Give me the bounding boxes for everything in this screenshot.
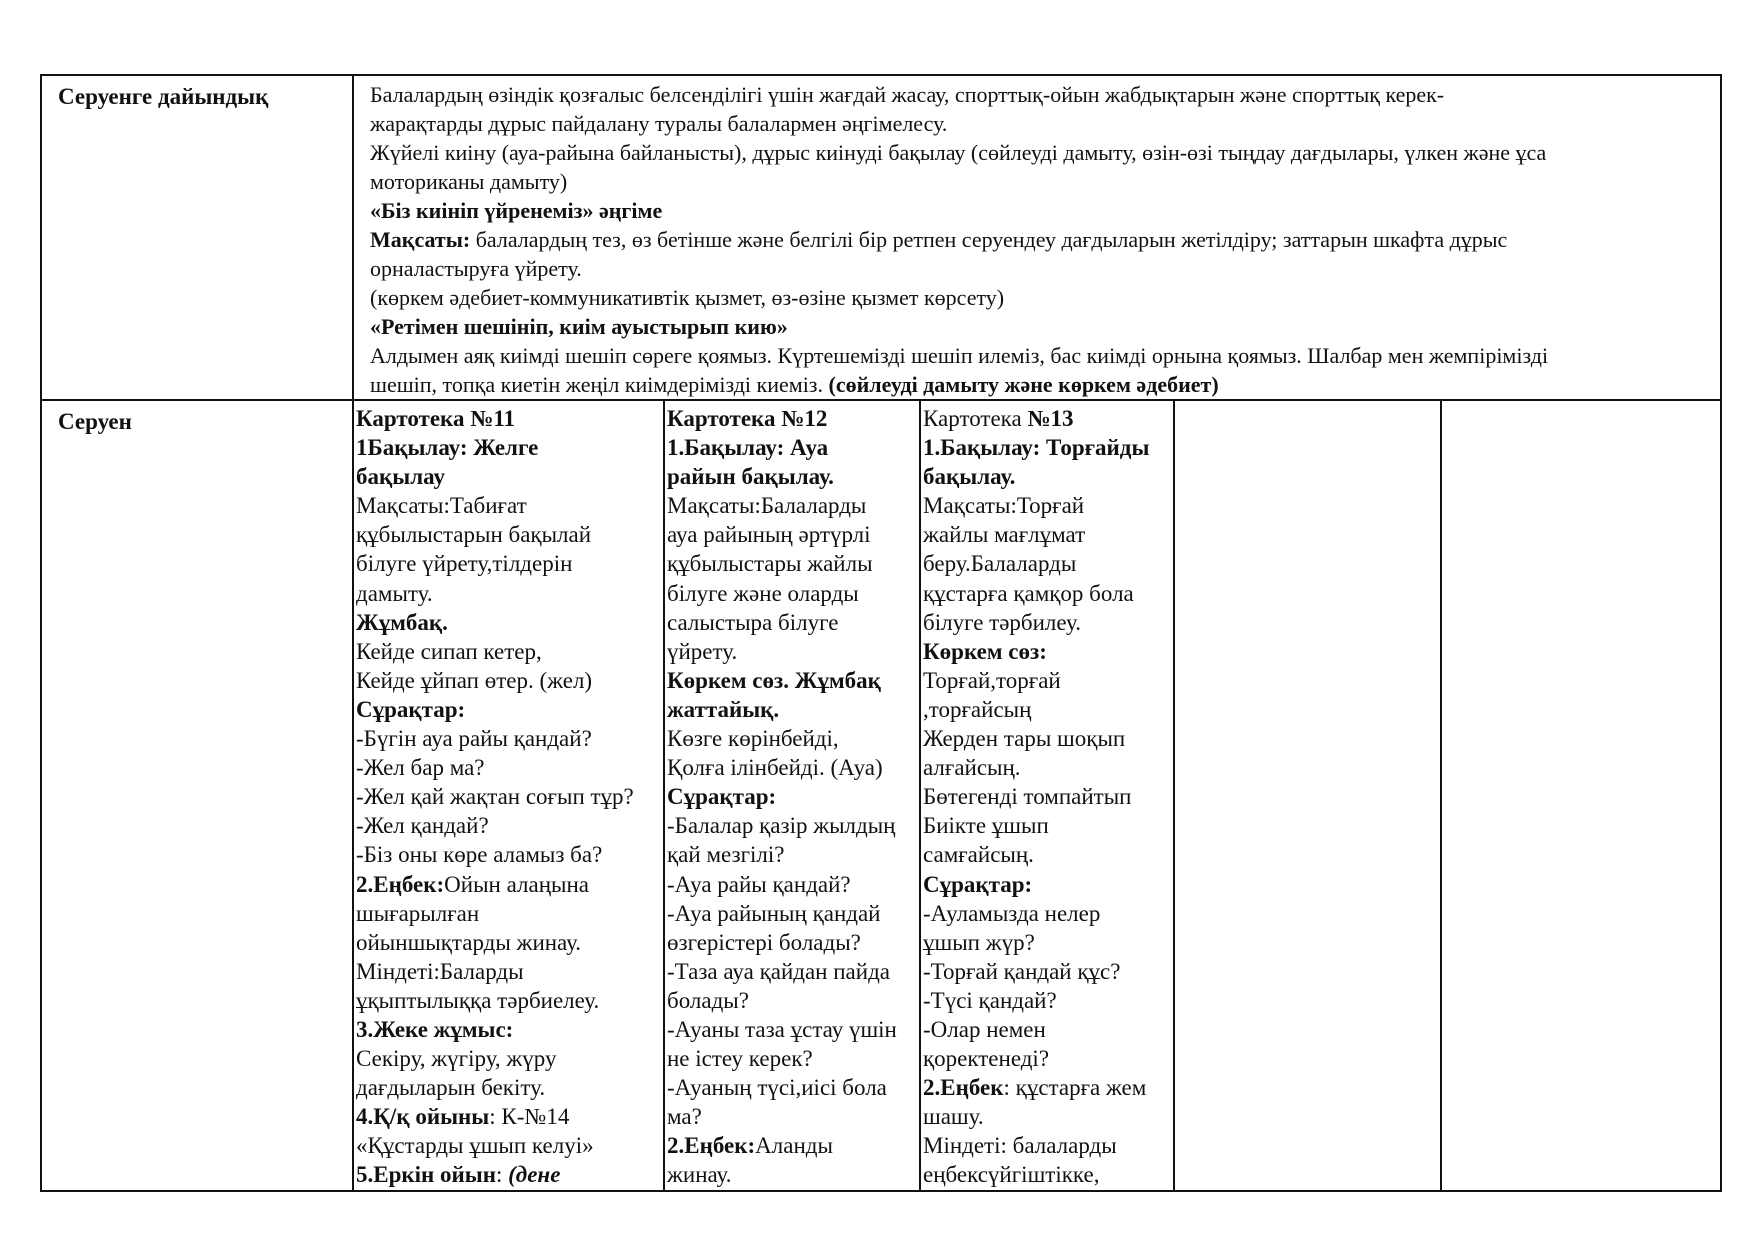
text-line [356, 1160, 663, 1189]
text-line [370, 283, 1720, 312]
text-line [356, 899, 663, 928]
text-run: : құстарға жем [1003, 1075, 1147, 1101]
text-run: ұшып жүр? [923, 929, 1035, 955]
text-run: ұқыптылыққа тәрбиелеу. [356, 987, 600, 1013]
text-line [667, 491, 919, 520]
text-line [356, 1015, 663, 1044]
text-line [667, 666, 919, 695]
bold-text-run: Жұмбақ. [356, 609, 448, 635]
bold-text-run: 5.Еркін ойын [356, 1162, 496, 1188]
bold-text-run: Мақсаты: [370, 227, 471, 252]
text-line [923, 782, 1173, 811]
text-run: Ойын алаңына [444, 871, 589, 897]
bold-text-run: Көркем сөз: [923, 638, 1047, 664]
text-line [923, 462, 1173, 491]
text-run: дамыту. [356, 580, 433, 606]
text-line [356, 637, 663, 666]
text-line [667, 840, 919, 869]
text-line [923, 986, 1173, 1015]
text-line [370, 225, 1720, 254]
text-run: Балалардың өзіндік қозғалыс белсенділігі үшін жағдай жасау, спорттық-ойын жабдықтарын және спорттық керек- [370, 82, 1445, 107]
text-run: -Біз оны көре аламыз ба? [356, 842, 603, 868]
text-line [370, 312, 1720, 341]
text-run: Алдымен аяқ киімді шешіп сөреге қоямыз. Күртешемізді шешіп илеміз, бас киімді орнына қоямыз. Шалбар мен жемпірімізді [370, 343, 1549, 368]
text-line [667, 1102, 919, 1131]
text-run: Мақсаты:Торғай [923, 493, 1085, 519]
text-run: -Торғай қандай құс? [923, 958, 1121, 984]
text-line [356, 840, 663, 869]
text-line [356, 957, 663, 986]
text-run: Қолға ілінбейді. (Ауа) [667, 755, 883, 781]
text-run: не істеу керек? [667, 1046, 813, 1072]
bold-text-run: 1.Бақылау: Торғайды [923, 435, 1150, 461]
text-run: Міндеті:Баларды [356, 958, 524, 984]
text-run: Міндеті: балаларды [923, 1133, 1117, 1159]
text-run: құстарға қамқор бола [923, 580, 1134, 606]
text-line [923, 491, 1173, 520]
card-11-cell [353, 400, 664, 1191]
text-line [667, 1131, 919, 1160]
text-run: ауа райының әртүрлі [667, 522, 871, 548]
bold-text-run: Картотека №12 [667, 406, 828, 431]
bold-text-run: 2.Еңбек: [356, 871, 445, 897]
text-line [356, 549, 663, 578]
text-line [356, 433, 663, 462]
text-run: алғайсың. [923, 755, 1021, 781]
card-12-cell [664, 400, 920, 1191]
text-line [356, 520, 663, 549]
text-line [667, 957, 919, 986]
text-line [370, 254, 1720, 283]
text-run: жайлы мағлұмат [923, 522, 1086, 548]
bold-text-run: 1Бақылау: Желге [356, 435, 539, 461]
walk-preparation-content [353, 75, 1721, 400]
text-run: -Ауаның түсі,иісі бола [667, 1075, 887, 1101]
row-label-cell [41, 75, 353, 400]
text-run: : К-№14 [489, 1104, 570, 1130]
text-line [370, 370, 1720, 399]
text-line [356, 1102, 663, 1131]
text-run: өзгерістері болады? [667, 929, 861, 955]
text-line [667, 1015, 919, 1044]
text-line [667, 462, 919, 491]
bold-text-run: бақылау. [923, 464, 1016, 490]
text-run: -Ауа райы қандай? [667, 871, 851, 897]
text-run: білуге тәрбилеу. [923, 609, 1081, 635]
text-run: Аланды [755, 1133, 833, 1159]
text-line [923, 666, 1173, 695]
text-run: беру.Балаларды [923, 551, 1077, 577]
text-line [356, 724, 663, 753]
bold-text-run: №13 [1027, 406, 1074, 431]
walk-label: Серуен [58, 409, 132, 434]
text-run: білуге және оларды [667, 580, 859, 606]
row-label-cell [41, 400, 353, 1191]
text-line [370, 80, 1720, 109]
text-line [923, 1044, 1173, 1073]
text-line [370, 341, 1720, 370]
bold-text-run: Көркем сөз. Жұмбақ [667, 667, 881, 693]
text-line [923, 1102, 1173, 1131]
text-run: жарақтарды дұрыс пайдалану туралы балалармен әңгімелесу. [370, 111, 948, 136]
text-run: құбылыстары жайлы [667, 551, 873, 577]
text-run: ,торғайсың [923, 696, 1032, 722]
text-line [356, 753, 663, 782]
text-line [667, 579, 919, 608]
text-run: Торғай,торғай [923, 667, 1061, 693]
text-line [923, 1073, 1173, 1102]
text-line [923, 1160, 1173, 1189]
bold-text-run: Сұрақтар: [923, 871, 1033, 897]
bold-text-run: «Ретімен шешініп, киім ауыстырып кию» [370, 314, 788, 339]
text-line [667, 811, 919, 840]
text-line [667, 899, 919, 928]
text-run: Мақсаты:Табиғат [356, 493, 527, 519]
text-line [667, 724, 919, 753]
bold-text-run: 2.Еңбек: [667, 1133, 756, 1159]
text-line [923, 870, 1173, 899]
text-run: Жерден тары шоқып [923, 726, 1126, 752]
text-run: Бөтегенді томпайтып [923, 784, 1132, 810]
text-line [923, 579, 1173, 608]
text-run: балалардың тез, өз бетінше және белгілі бір ретпен серуендеу дағдыларын жетілдіру; заттарын шкафта дұрыс [470, 227, 1508, 252]
text-run: Кейде сипап кетер, [356, 638, 542, 664]
text-run: еңбексүйгіштікке, [923, 1162, 1100, 1188]
text-run: -Түсі қандай? [923, 987, 1057, 1013]
text-line [667, 753, 919, 782]
text-run: үйрету. [667, 638, 738, 664]
text-line [923, 549, 1173, 578]
bold-text-run: 1.Бақылау: Ауа [667, 435, 829, 461]
text-line [356, 1131, 663, 1160]
text-line [667, 1073, 919, 1102]
text-line [667, 870, 919, 899]
text-line [667, 695, 919, 724]
text-line [923, 928, 1173, 957]
text-line [370, 138, 1720, 167]
text-line [356, 986, 663, 1015]
text-run: моториканы дамыту) [370, 169, 568, 194]
text-run: Көзге көрінбейді, [667, 726, 839, 752]
text-run: -Балалар қазір жылдың [667, 813, 896, 839]
text-run: білуге үйрету,тілдерін [356, 551, 573, 577]
text-run: салыстыра білуге [667, 609, 839, 635]
text-line [923, 753, 1173, 782]
text-run: «Құстарды ұшып келуі» [356, 1133, 594, 1159]
bold-text-run: Картотека №11 [356, 406, 516, 431]
bold-text-run: райын бақылау. [667, 464, 834, 490]
text-line [667, 1160, 919, 1189]
text-run: -Жел бар ма? [356, 755, 485, 781]
text-line [356, 782, 663, 811]
schedule-table [40, 74, 1722, 1192]
text-run: жинау. [667, 1162, 732, 1188]
text-run: ойыншықтарды жинау. [356, 929, 582, 955]
text-run: -Жел қандай? [356, 813, 489, 839]
text-line [356, 928, 663, 957]
text-line [923, 899, 1173, 928]
text-run: -Ауламызда нелер [923, 900, 1101, 926]
text-run: (көркем әдебиет-коммуникативтік қызмет, өз-өзіне қызмет көрсету) [370, 285, 1005, 310]
text-run: Мақсаты:Балаларды [667, 493, 867, 519]
table-row [41, 75, 1721, 400]
table-row [41, 400, 1721, 1191]
text-run: шешіп, топқа киетін жеңіл киімдерімізді киеміз. [370, 372, 829, 397]
bold-text-run [508, 1162, 560, 1187]
text-line [667, 433, 919, 462]
text-line [667, 928, 919, 957]
text-line [923, 695, 1173, 724]
text-run: Секіру, жүгіру, жүру [356, 1046, 557, 1072]
bold-text-run: 3.Жеке жұмыс: [356, 1016, 514, 1042]
text-run: құбылыстарын бақылай [356, 522, 592, 548]
text-line [923, 1015, 1173, 1044]
text-line [667, 520, 919, 549]
text-line [356, 579, 663, 608]
text-line [923, 840, 1173, 869]
text-line [356, 404, 663, 433]
text-line [356, 695, 663, 724]
text-run: самғайсың. [923, 842, 1034, 868]
text-line [667, 986, 919, 1015]
text-line [923, 433, 1173, 462]
text-run: Биікте ұшып [923, 813, 1049, 839]
empty-cell [1441, 400, 1721, 1191]
bold-text-run: 4.Қ/қ ойыны [356, 1104, 490, 1130]
bold-text-run: Сұрақтар: [667, 784, 777, 810]
text-run: Жүйелі киіну (ауа-райына байланысты), дұрыс киінуді бақылау (сөйлеуді дамыту, өзін-өзі тыңдау дағдылары, үлкен және ұса [370, 140, 1547, 165]
text-line [923, 1131, 1173, 1160]
text-run: -Олар немен [923, 1016, 1046, 1042]
text-line [667, 404, 919, 433]
text-line [356, 1044, 663, 1073]
text-run: қоректенеді? [923, 1046, 1050, 1072]
text-line [923, 404, 1173, 433]
text-run: шашу. [923, 1104, 984, 1130]
text-line [356, 666, 663, 695]
text-line [667, 549, 919, 578]
text-line [356, 491, 663, 520]
text-line [356, 608, 663, 637]
bold-text-run: (сөйлеуді дамыту және көркем әдебиет) [828, 372, 1219, 397]
bold-text-run: «Біз киініп үйренеміз» әңгіме [370, 198, 663, 223]
text-run: Картотека [923, 406, 1028, 431]
text-line [923, 520, 1173, 549]
text-run: орналастыруға үйрету. [370, 256, 582, 281]
text-line [356, 462, 663, 491]
bold-text-run: жаттайық. [667, 696, 780, 722]
text-line [356, 811, 663, 840]
text-line [356, 870, 663, 899]
text-run: ма? [667, 1104, 702, 1130]
text-line [667, 637, 919, 666]
text-line [923, 811, 1173, 840]
italic-text-run: (дене [508, 1162, 561, 1188]
text-run: -Ауа райының қандай [667, 900, 881, 926]
card-13-cell [920, 400, 1174, 1191]
text-run: қай мезгілі? [667, 842, 785, 868]
text-run: дағдыларын бекіту. [356, 1075, 546, 1101]
text-run: -Жел қай жақтан соғып тұр? [356, 784, 634, 810]
walk-preparation-label: Серуенге дайындық [58, 84, 269, 109]
text-run: Кейде ұйпап өтер. (жел) [356, 667, 593, 693]
text-line [370, 167, 1720, 196]
text-line [667, 782, 919, 811]
text-run: болады? [667, 987, 749, 1013]
bold-text-run: бақылау [356, 464, 445, 490]
text-run: : [496, 1162, 509, 1188]
bold-text-run: Сұрақтар: [356, 696, 466, 722]
text-run: -Таза ауа қайдан пайда [667, 958, 890, 984]
text-run: шығарылған [356, 900, 480, 926]
text-run: -Ауаны таза ұстау үшін [667, 1016, 897, 1042]
text-line [667, 1044, 919, 1073]
text-line [667, 608, 919, 637]
text-line [356, 1073, 663, 1102]
text-line [923, 608, 1173, 637]
bold-text-run: 2.Еңбек [923, 1075, 1004, 1101]
text-run: -Бүгін ауа райы қандай? [356, 726, 592, 752]
text-line [923, 724, 1173, 753]
empty-cell [1174, 400, 1441, 1191]
text-line [370, 196, 1720, 225]
text-line [923, 957, 1173, 986]
text-line [923, 637, 1173, 666]
text-line [370, 109, 1720, 138]
